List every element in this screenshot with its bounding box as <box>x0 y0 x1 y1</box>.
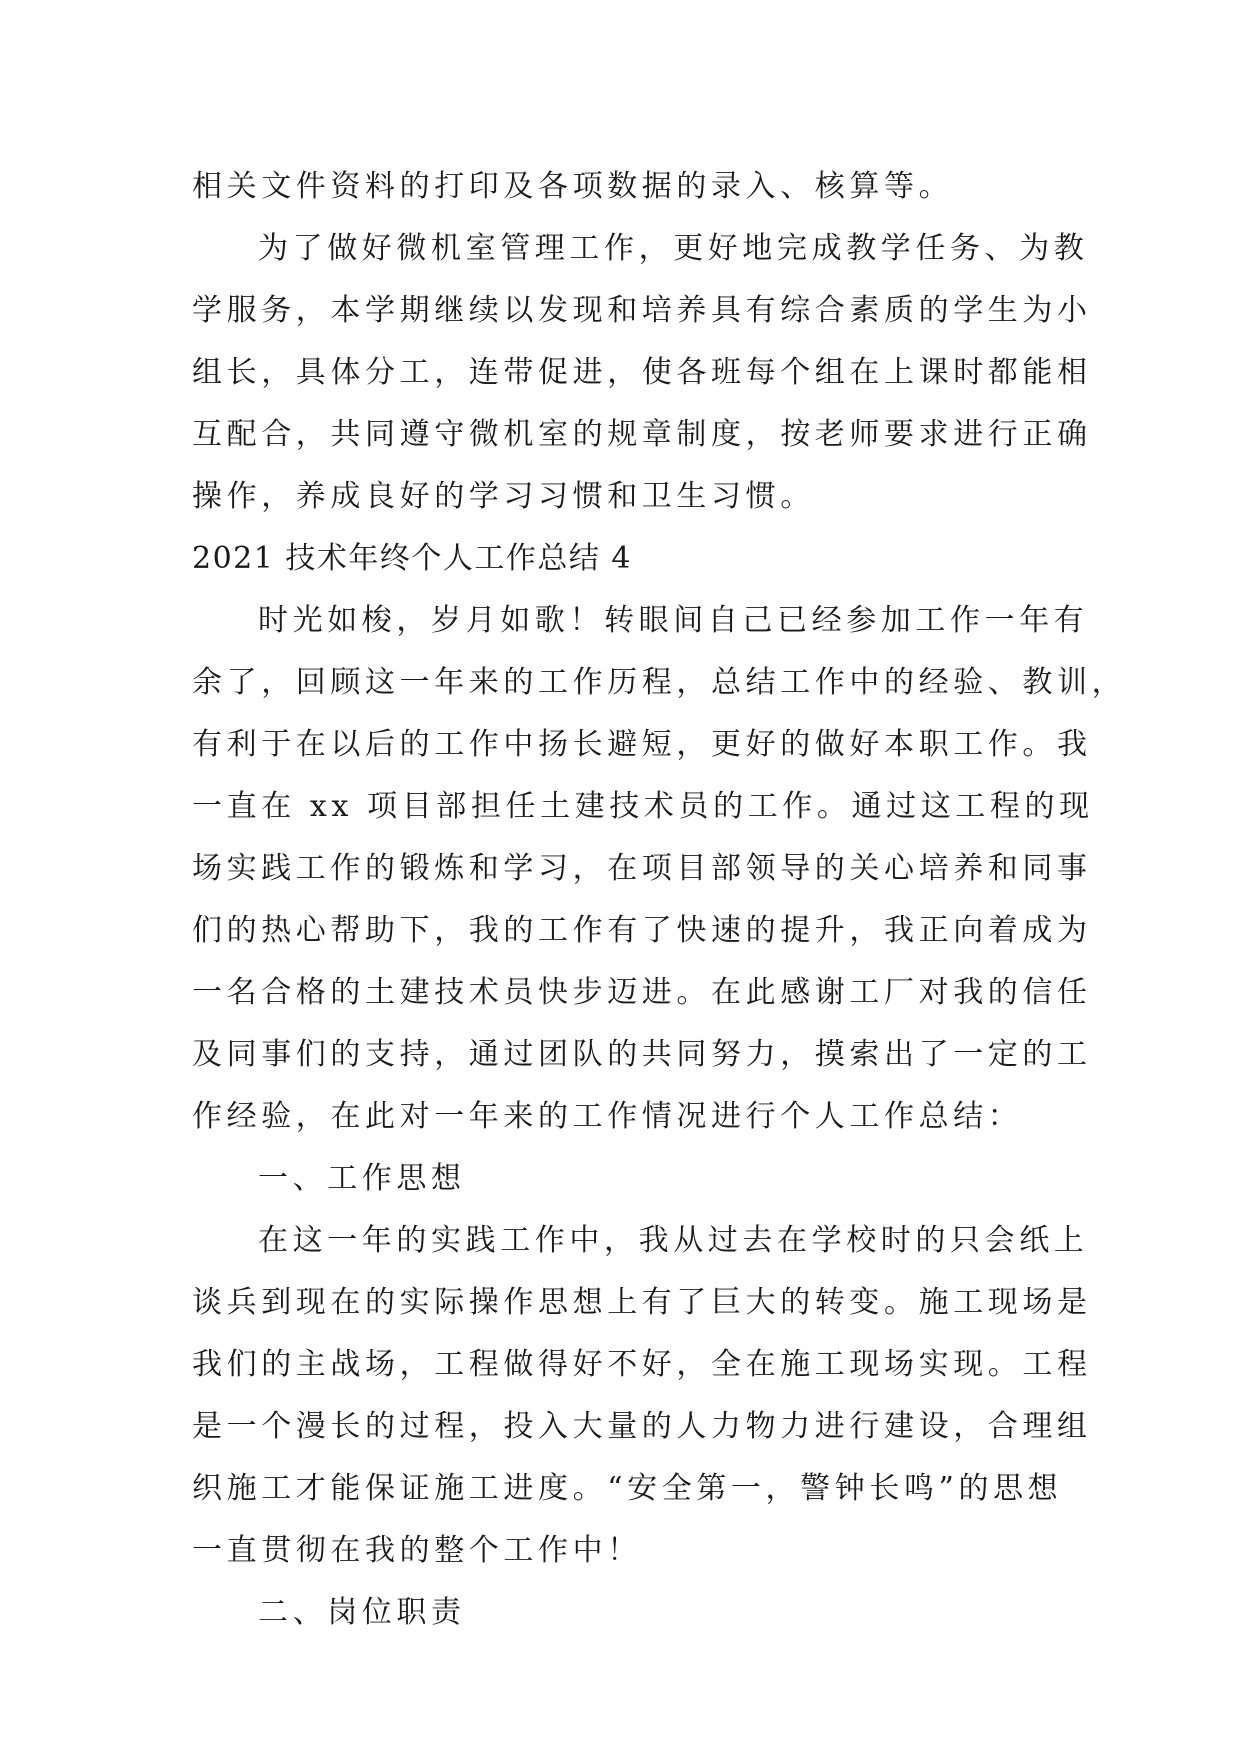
subheading-work-thinking: 一、工作思想 <box>258 1161 466 1196</box>
paragraph-line: 学服务，本学期继续以发现和培养具有综合素质的学生为小 <box>192 293 1092 328</box>
paragraph-line: 一名合格的土建技术员快步迈进。在此感谢工厂对我的信任 <box>192 975 1092 1010</box>
paragraph-line: 织施工才能保证施工进度。“安全第一，警钟长鸣”的思想 <box>192 1471 1063 1506</box>
subheading-job-duties: 二、岗位职责 <box>258 1595 466 1630</box>
section-title: 2021 技术年终个人工作总结 4 <box>192 541 633 576</box>
paragraph-line: 及同事们的支持，通过团队的共同努力，摸索出了一定的工 <box>192 1037 1092 1072</box>
paragraph-line: 余了，回顾这一年来的工作历程，总结工作中的经验、教训， <box>192 665 1127 700</box>
paragraph-line: 互配合，共同遵守微机室的规章制度，按老师要求进行正确 <box>192 417 1092 452</box>
paragraph-line: 我们的主战场，工程做得好不好，全在施工现场实现。工程 <box>192 1347 1092 1382</box>
paragraph-line: 时光如梭，岁月如歌！转眼间自己已经参加工作一年有 <box>258 603 1089 638</box>
paragraph-line: 谈兵到现在的实际操作思想上有了巨大的转变。施工现场是 <box>192 1285 1092 1320</box>
paragraph-line: 操作，养成良好的学习习惯和卫生习惯。 <box>192 479 815 514</box>
paragraph-line: 在这一年的实践工作中，我从过去在学校时的只会纸上 <box>258 1223 1089 1258</box>
paragraph-line: 是一个漫长的过程，投入大量的人力物力进行建设，合理组 <box>192 1409 1092 1444</box>
paragraph-line: 为了做好微机室管理工作，更好地完成教学任务、为教 <box>258 231 1089 266</box>
paragraph-line: 们的热心帮助下，我的工作有了快速的提升，我正向着成为 <box>192 913 1092 948</box>
paragraph-line: 场实践工作的锻炼和学习，在项目部领导的关心培养和同事 <box>192 851 1092 886</box>
paragraph-line: 有利于在以后的工作中扬长避短，更好的做好本职工作。我 <box>192 727 1092 762</box>
paragraph-line: 相关文件资料的打印及各项数据的录入、核算等。 <box>192 169 954 204</box>
paragraph-line: 作经验，在此对一年来的工作情况进行个人工作总结： <box>192 1099 1023 1134</box>
paragraph-line: 组长，具体分工，连带促进，使各班每个组在上课时都能相 <box>192 355 1092 390</box>
paragraph-line: 一直贯彻在我的整个工作中！ <box>192 1533 642 1568</box>
paragraph-line: 一直在 xx 项目部担任土建技术员的工作。通过这工程的现 <box>192 789 1094 824</box>
document-body <box>192 156 1127 1644</box>
